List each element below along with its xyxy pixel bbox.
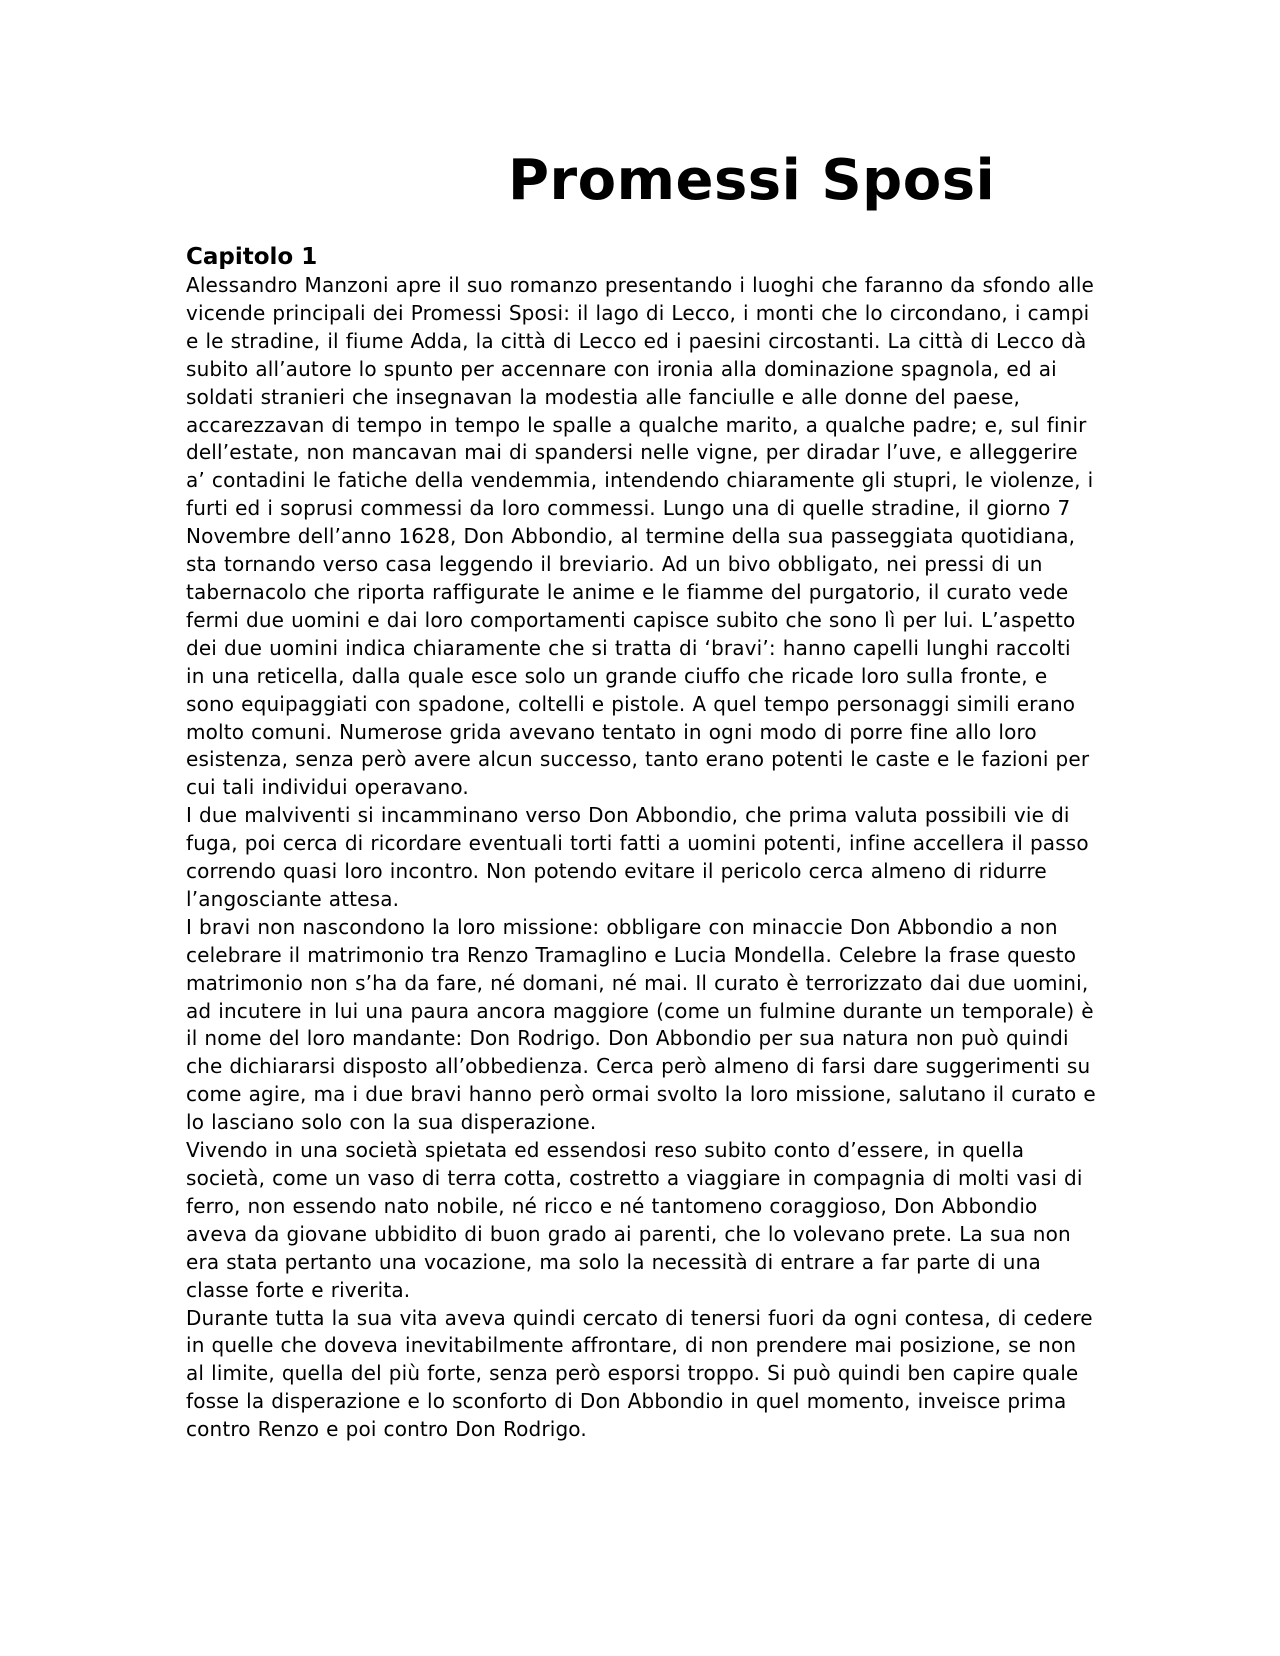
paragraph: I due malviventi si incamminano verso Don Abbondio, che prima valuta possibili vie di fuga, poi cerca di ricordare eventuali torti fatti a uomini potenti, infine accellera il passo correndo quasi loro incontro. Non potendo evitare il pericolo cerca almeno di ridurre l’angosciante attesa.: [186, 803, 1089, 911]
paragraph: Alessandro Manzoni apre il suo romanzo presentando i luoghi che faranno da sfondo alle vicende principali dei Promessi Sposi: il lago di Lecco, i monti che lo circondano, i campi e le stradine, il fiume Adda, la città di Lecco ed i paesini circostanti. La città di Lecco dà subito all’autore lo spunto per accennare con ironia alla dominazione spagnola, ed ai soldati stranieri che insegnavan la modestia alle fanciulle e alle donne del paese, accarezzavan di tempo in tempo le spalle a qualche marito, a qualche padre; e, sul finir dell’estate, non mancavan mai di spandersi nelle vigne, per diradar l’uve, e alleggerire a’ contadini le fatiche della vendemmia, intendendo chiaramente gli stupri, le violenze, i furti ed i soprusi commessi da loro commessi. Lungo una di quelle stradine, il giorno 7 Novembre dell’anno 1628, Don Abbondio, al termine della sua passeggiata quotidiana, sta tornando verso casa leggendo il breviario. Ad un bivo obbligato, nei pressi di un tabernacolo che riporta raffigurate le anime e le fiamme del purgatorio, il curato vede fermi due uomini e dai loro comportamenti capisce subito che sono lì per lui. L’aspetto dei due uomini indica chiaramente che si tratta di ‘bravi’: hanno capelli lunghi raccolti in una reticella, dalla quale esce solo un grande ciuffo che ricade loro sulla fronte, e sono equipaggiati con spadone, coltelli e pistole. A quel tempo personaggi simili erano molto comuni. Numerose grida avevano tentato in ogni modo di porre fine allo loro esistenza, senza però avere alcun successo, tanto erano potenti le caste e le fazioni per cui tali individui operavano.: [186, 273, 1094, 800]
paragraph: Vivendo in una società spietata ed essendosi reso subito conto d’essere, in quella società, come un vaso di terra cotta, costretto a viaggiare in compagnia di molti vasi di ferro, non essendo nato nobile, né ricco e né tantomeno coraggioso, Don Abbondio aveva da giovane ubbidito di buon grado ai parenti, che lo volevano prete. La sua non era stata pertanto una vocazione, ma solo la necessità di entrare a far parte di una classe forte e riverita.: [186, 1138, 1083, 1302]
chapter-heading: Capitolo 1: [186, 244, 318, 270]
paragraph: Durante tutta la sua vita aveva quindi cercato di tenersi fuori da ogni contesa, di cedere in quelle che doveva inevitabilmente affrontare, di non prendere mai posizione, se non al limite, quella del più forte, senza però esporsi troppo. Si può quindi ben capire quale fosse la disperazione e lo sconforto di Don Abbondio in quel momento, inveisce prima contro Renzo e poi contro Don Rodrigo.: [186, 1305, 1093, 1442]
document-title: Promessi Sposi: [508, 148, 996, 213]
paragraph: I bravi non nascondono la loro missione: obbligare con minaccie Don Abbondio a non celebrare il matrimonio tra Renzo Tramaglino e Lucia Mondella. Celebre la frase questo matrimonio non s’ha da fare, né domani, né mai. Il curato è terrorizzato dai due uomini, ad incutere in lui una paura ancora maggiore (come un fulmine durante un temporale) è il nome del loro mandante: Don Rodrigo. Don Abbondio per sua natura non può quindi che dichiararsi disposto all’obbedienza. Cerca però almeno di farsi dare suggerimenti su come agire, ma i due bravi hanno però ormai svolto la loro missione, salutano il curato e lo lasciano solo con la sua disperazione.: [186, 914, 1096, 1135]
document-body: [186, 242, 1096, 1444]
